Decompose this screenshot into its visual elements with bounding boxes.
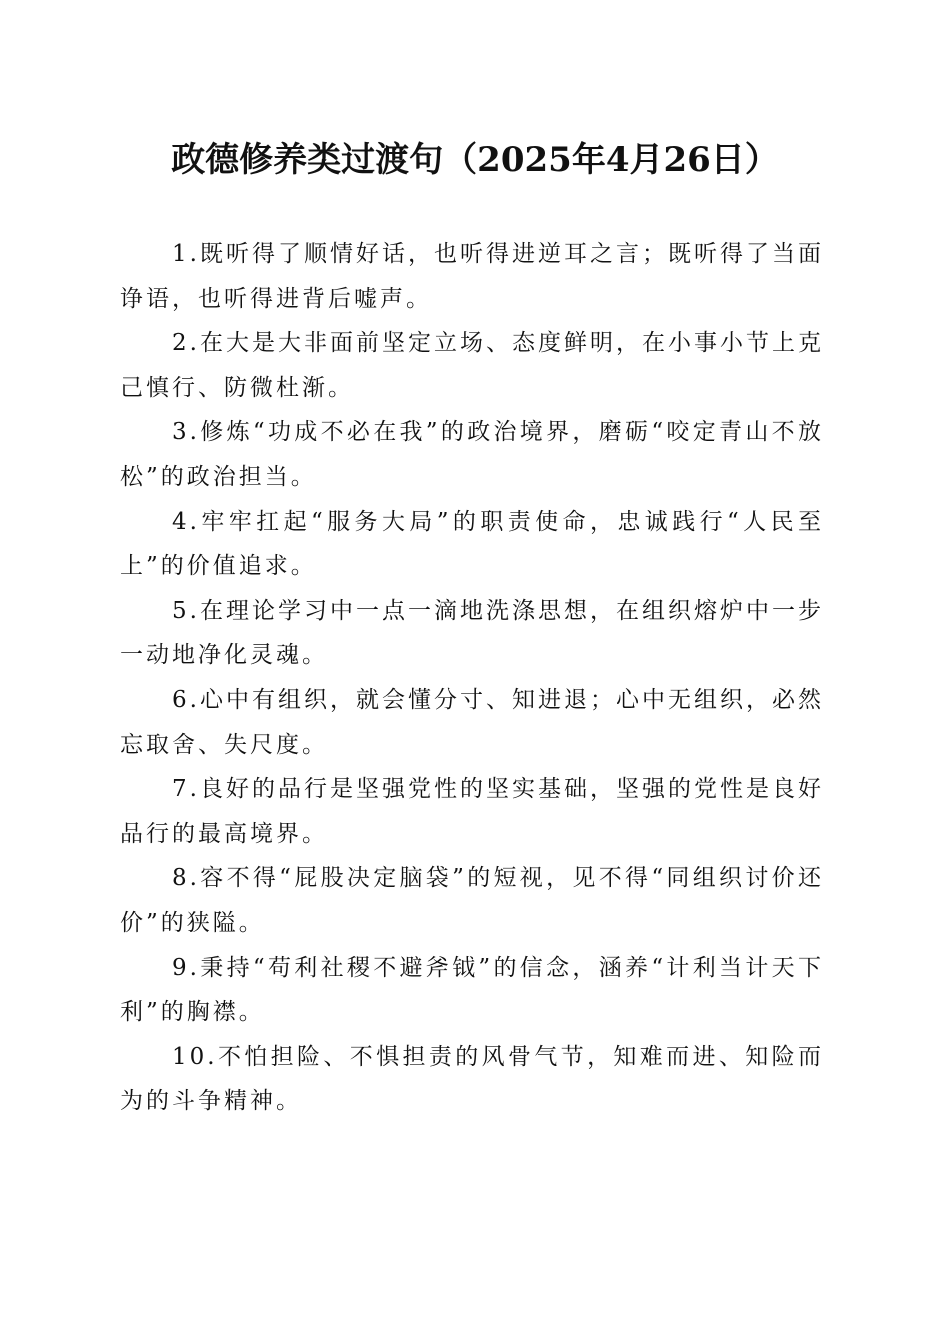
document-body [120,232,824,1124]
paragraph-4: 4.牢牢扛起“服务大局”的职责使命，忠诚践行“人民至上”的价值追求。 [120,508,824,580]
document-title: 政德修养类过渡句（2025年4月26日） [171,140,779,180]
paragraph-3: 3.修炼“功成不必在我”的政治境界，磨砺“咬定青山不放松”的政治担当。 [120,419,824,490]
paragraph-7: 7.良好的品行是坚强党性的坚实基础，坚强的党性是良好品行的最高境界。 [120,776,824,847]
paragraph-1: 1.既听得了顺情好话，也听得进逆耳之言；既听得了当面诤语，也听得进背后嘘声。 [120,241,824,312]
paragraph-8: 8.容不得“屁股决定脑袋”的短视，见不得“同组织讨价还价”的狭隘。 [120,865,824,936]
paragraph-5: 5.在理论学习中一点一滴地洗涤思想，在组织熔炉中一步一动地净化灵魂。 [120,597,824,669]
paragraph-9: 9.秉持“苟利社稷不避斧钺”的信念，涵养“计利当计天下利”的胸襟。 [120,954,824,1026]
paragraph-2: 2.在大是大非面前坚定立场、态度鲜明，在小事小节上克己慎行、防微杜渐。 [120,330,824,401]
paragraph-6: 6.心中有组织，就会懂分寸、知进退；心中无组织，必然忘取舍、失尺度。 [120,686,824,758]
paragraph-10: 10.不怕担险、不惧担责的风骨气节，知难而进、知险而为的斗争精神。 [120,1043,824,1115]
